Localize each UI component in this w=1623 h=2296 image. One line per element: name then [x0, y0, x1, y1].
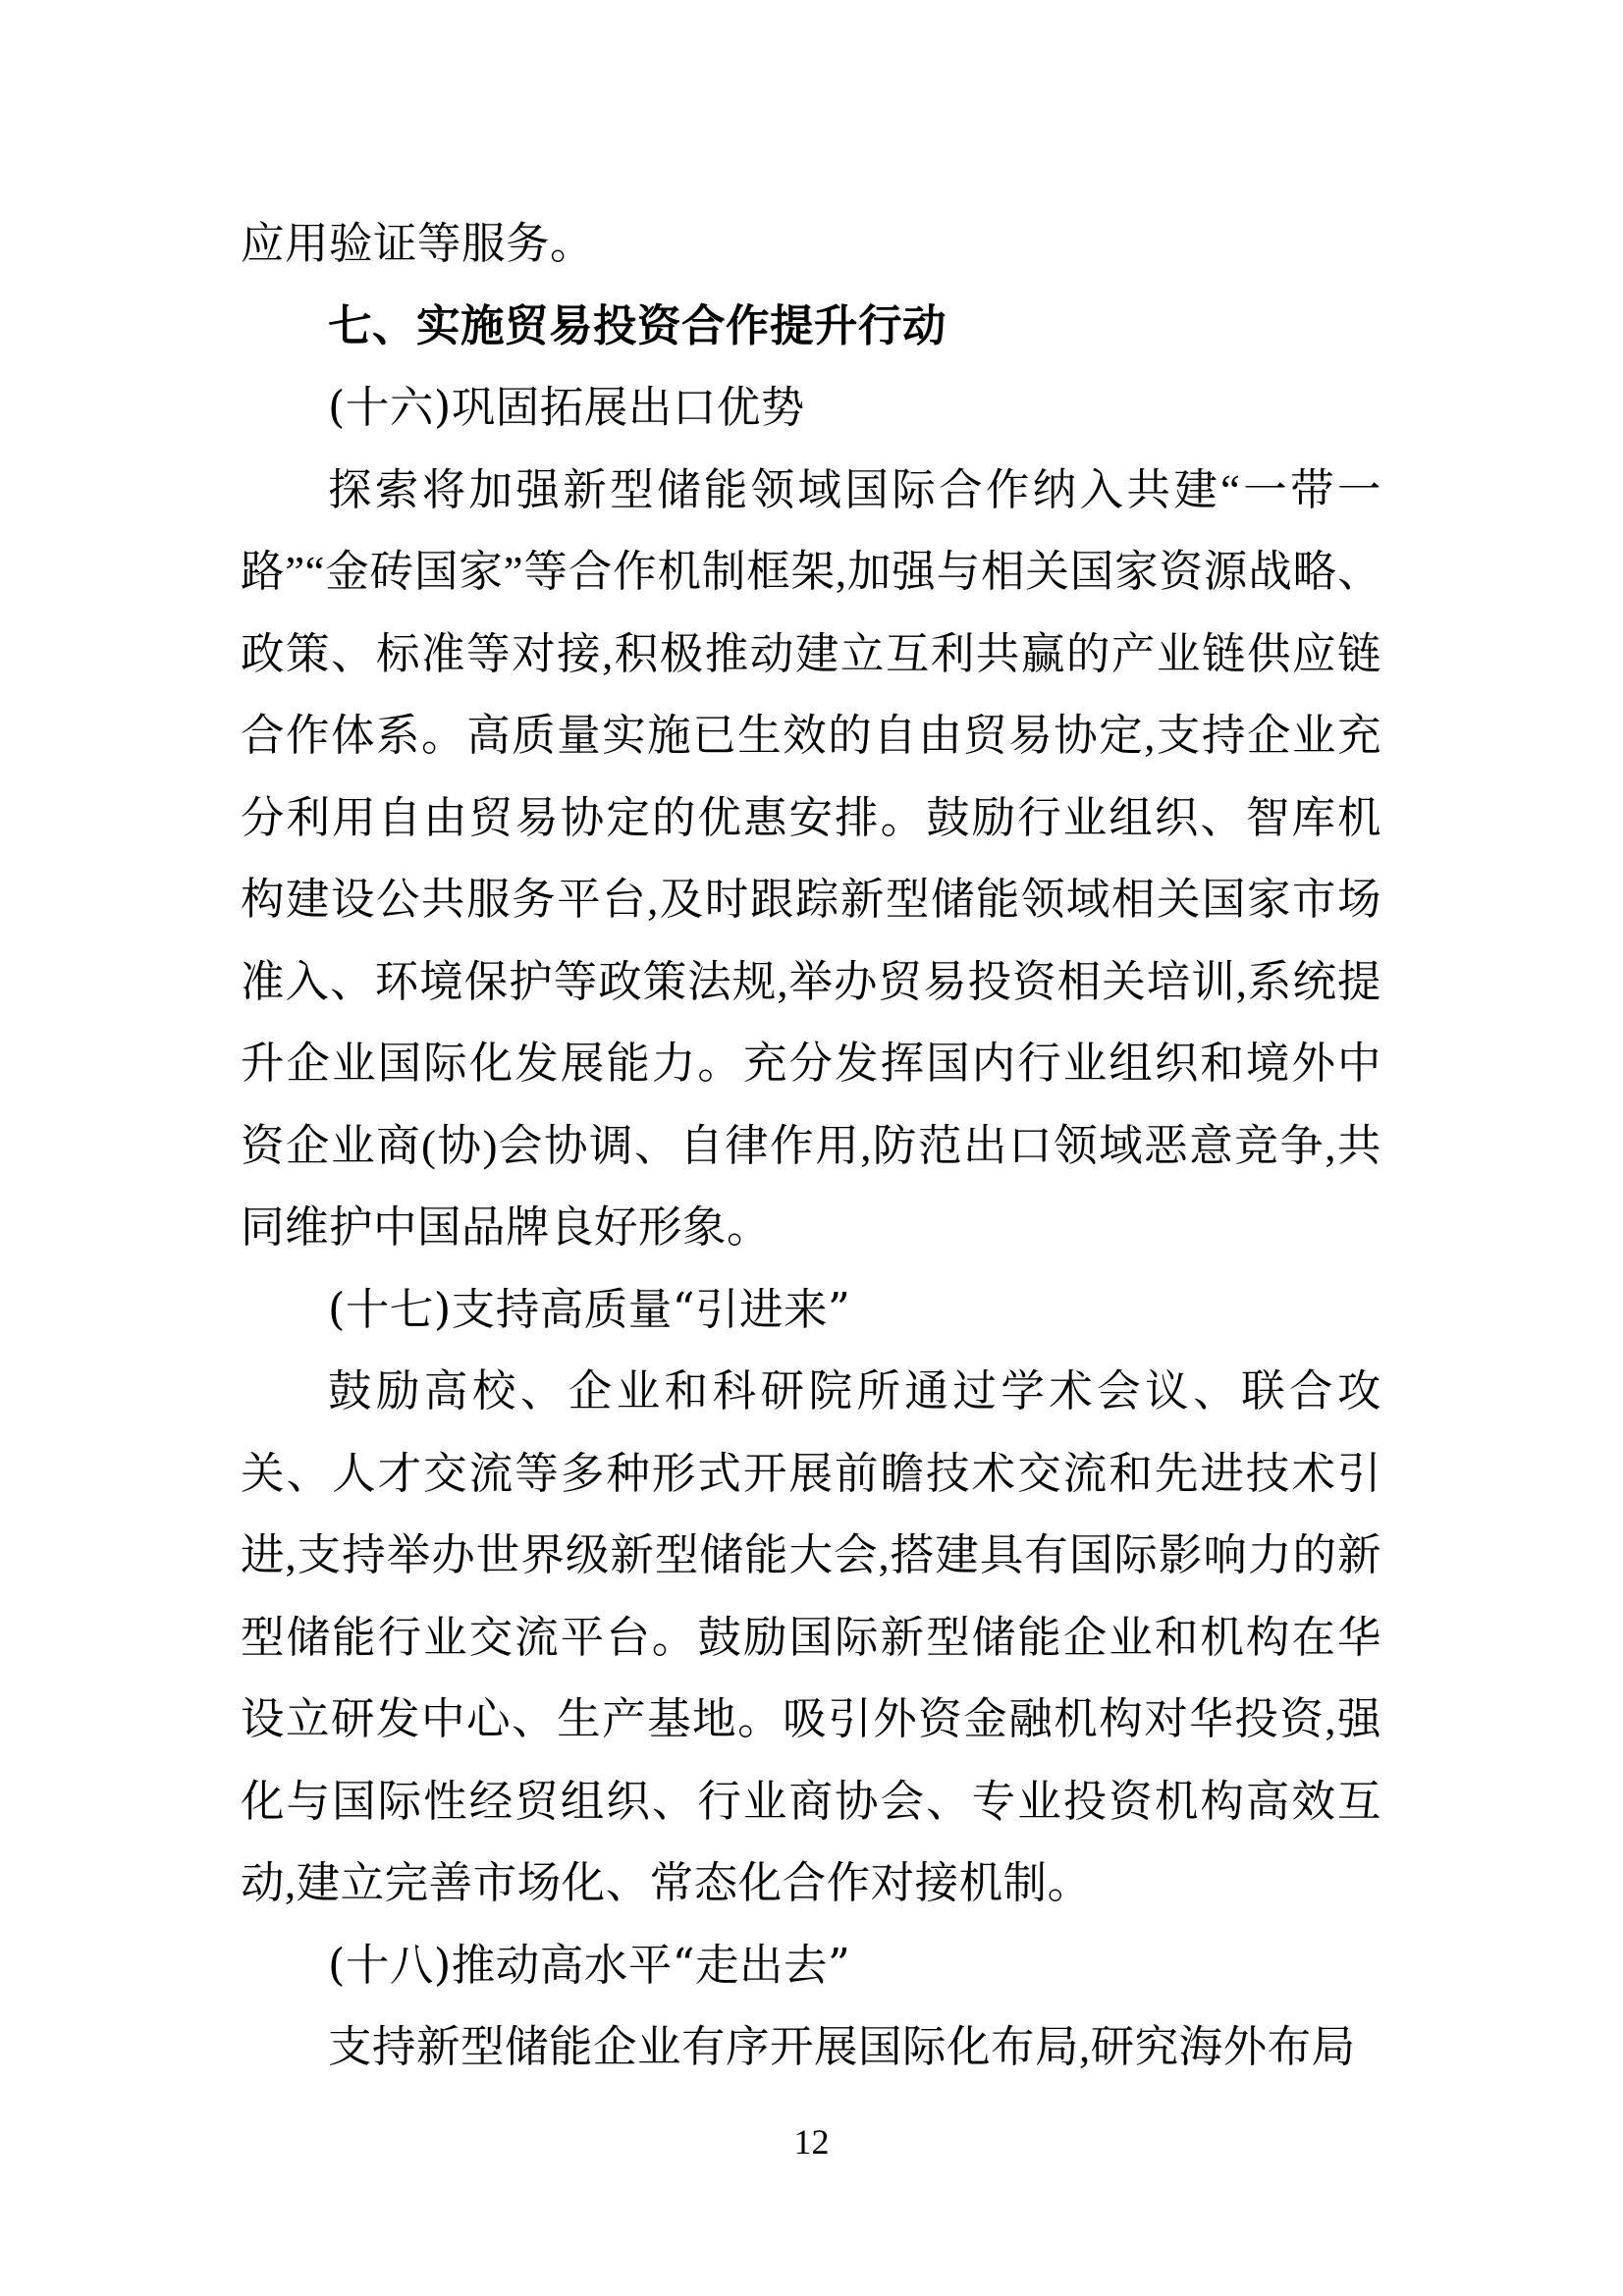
paragraph-18: 支持新型储能企业有序开展国际化布局,研究海外布局	[328, 2022, 1356, 2071]
page-number: 12	[793, 2122, 830, 2162]
continuation-line: 应用验证等服务。	[241, 219, 595, 268]
chapter-heading-7: 七、实施贸易投资合作提升行动	[328, 301, 947, 350]
item-heading-18: (十八)推动高水平“走出去”	[328, 1940, 851, 1991]
item-heading-16: (十六)巩固拓展出口优势	[328, 383, 805, 433]
paragraph-17: 鼓励高校、企业和科研院所通过学术会议、联合攻关、人才交流等多种形式开展前瞻技术交流和先进技术引进,支持举办世界级新型储能大会,搭建具有国际影响力的新型储能行业交流平台。鼓励国际新型储能企业和机构在华设立研发中心、生产基地。吸引外资金融机构对华投资,强化与国际性经贸组织、行业商协会、专业投资机构高效互动,建立完善市场化、常态化合作对接机制。	[241, 1366, 1381, 1907]
item-heading-17: (十七)支持高质量“引进来”	[328, 1284, 851, 1335]
document-body	[241, 203, 1381, 2089]
paragraph-16: 探索将加强新型储能领域国际合作纳入共建“一带一路”“金砖国家”等合作机制框架,加强与相关国家资源战略、政策、标准等对接,积极推动建立互利共赢的产业链供应链合作体系。高质量实施已生效的自由贸易协定,支持企业充分利用自由贸易协定的优惠安排。鼓励行业组织、智库机构建设公共服务平台,及时跟踪新型储能领域相关国家市场准入、环境保护等政策法规,举办贸易投资相关培训,系统提升企业国际化发展能力。充分发挥国内行业组织和境外中资企业商(协)会协调、自律作用,防范出口领域恶意竞争,共同维护中国品牌良好形象。	[241, 464, 1381, 1252]
